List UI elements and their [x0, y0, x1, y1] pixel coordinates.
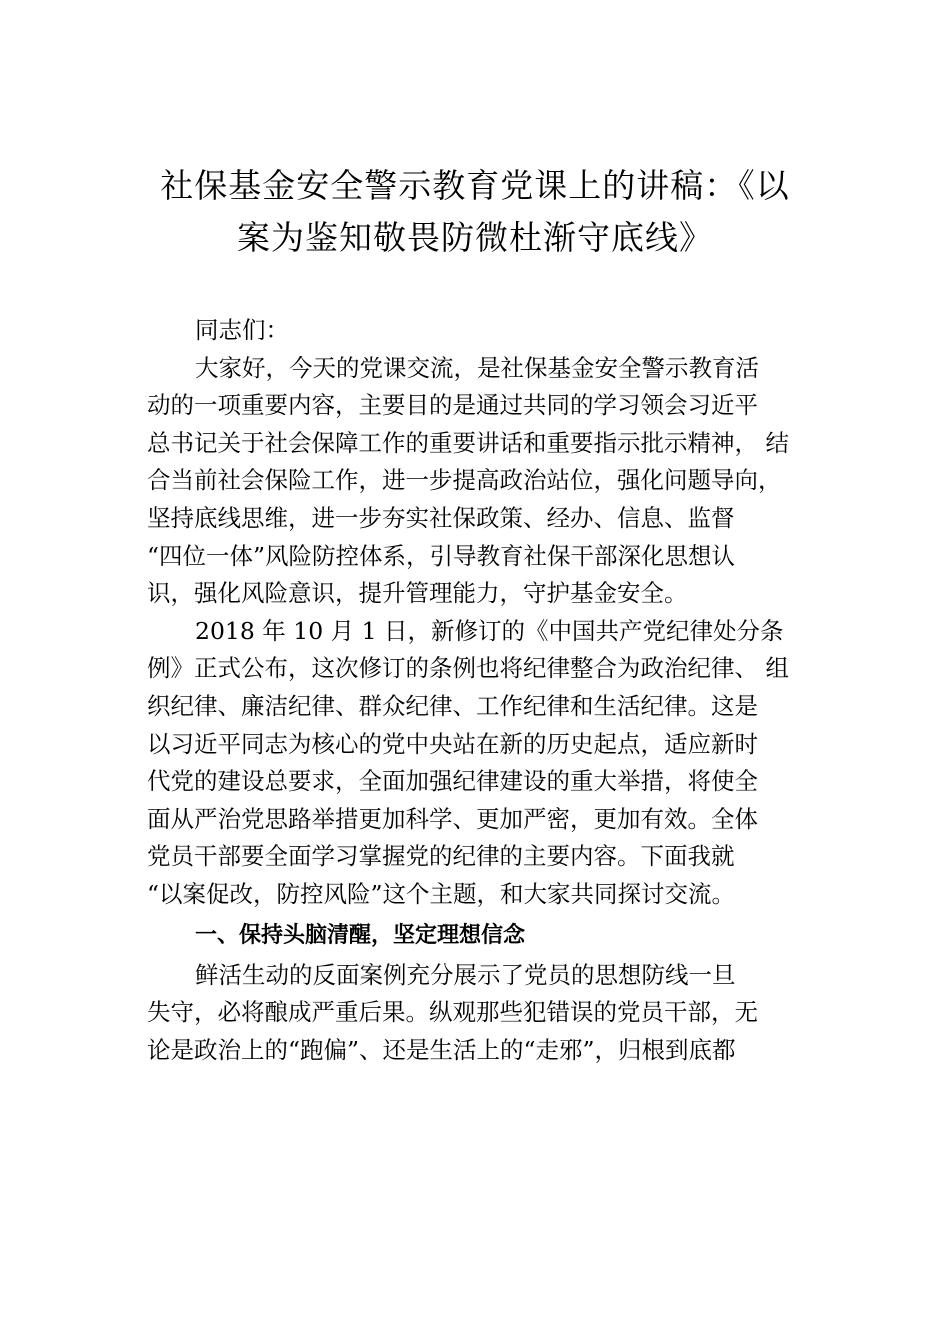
paragraph-line: 2018 年 10 月 1 日，新修订的《中国共产党纪律处分条	[195, 616, 784, 645]
paragraph-line: 论是政治上的“跑偏”、还是生活上的“走邪”，归根到底都	[147, 1035, 736, 1064]
salutation-text: 同志们：	[195, 316, 289, 344]
paragraph-line: 坚持底线思维，进一步夯实社保政策、经办、信息、监督	[147, 503, 735, 532]
paragraph-line: 代党的建设总要求，全面加强纪律建设的重大举措，将使全	[147, 767, 758, 796]
title-line-1: 社保基金安全警示教育党课上的讲稿：《以	[160, 166, 790, 205]
paragraph-line: 失守，必将酿成严重后果。纵观那些犯错误的党员干部，无	[147, 998, 758, 1027]
salutation	[147, 312, 827, 350]
title-line-2: 案为鉴知敬畏防微杜渐守底线》	[237, 218, 713, 257]
paragraph-line: 识，强化风险意识，提升管理能力，守护基金安全。	[147, 579, 688, 608]
paragraph-line: 总书记关于社会保障工作的重要讲话和重要指示批示精神， 结	[147, 428, 789, 457]
paragraph-line: 大家好，今天的党课交流，是社保基金安全警示教育活	[195, 353, 759, 382]
paragraph-3	[147, 957, 827, 1070]
paragraph-line: “四位一体”风险防控体系，引导教育社保干部深化思想认	[147, 541, 736, 570]
document-body	[147, 312, 827, 1069]
paragraph-line: 党员干部要全面学习掌握党的纪律的主要内容。下面我就	[147, 842, 735, 871]
paragraph-line: 动的一项重要内容，主要目的是通过共同的学习领会习近平	[147, 391, 758, 420]
paragraph-2	[147, 613, 827, 914]
paragraph-line: 例》正式公布，这次修订的条例也将纪律整合为政治纪律、 组	[147, 654, 789, 683]
paragraph-line: 合当前社会保险工作，进一步提高政治站位，强化问题导向，	[147, 466, 782, 495]
paragraph-line: 以习近平同志为核心的党中央站在新的历史起点，适应新时	[147, 729, 758, 758]
heading-text: 一、保持头脑清醒，坚定理想信念	[195, 922, 526, 948]
paragraph-line: “以案促改，防控风险”这个主题，和大家共同探讨交流。	[147, 879, 736, 908]
document-title	[120, 160, 830, 264]
paragraph-line: 鲜活生动的反面案例充分展示了党员的思想防线一旦	[195, 960, 736, 989]
paragraph-line: 织纪律、廉洁纪律、群众纪律、工作纪律和生活纪律。这是	[147, 691, 758, 720]
paragraph-1	[147, 350, 827, 613]
section-heading-1	[147, 916, 827, 955]
paragraph-line: 面从严治党思路举措更加科学、更加严密，更加有效。全体	[147, 804, 758, 833]
